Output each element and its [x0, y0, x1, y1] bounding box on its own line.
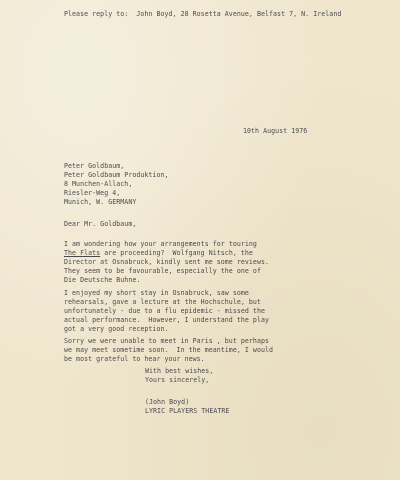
- play-title: The Flats: [64, 248, 101, 257]
- recipient-line: 8 Munchen-Allach,: [64, 179, 133, 188]
- signatory-organization: LYRIC PLAYERS THEATRE: [145, 406, 230, 415]
- body-line: I am wondering how your arrangements for touring: [64, 240, 257, 248]
- body-line: be most grateful to hear your news.: [64, 354, 205, 363]
- paragraph-3: [64, 337, 273, 364]
- recipient-line: Peter Goldbaum,: [64, 162, 125, 170]
- closing-line: Yours sincerely,: [145, 375, 210, 384]
- recipient-line: Riesler-Weg 4,: [64, 188, 121, 197]
- body-line: we may meet sometime soon. In the meantime, I would: [64, 345, 274, 354]
- signature-block: [145, 398, 229, 416]
- body-line: Director at Osnabruck, kindly sent me some reviews.: [64, 257, 270, 266]
- body-line: rehearsals, gave a lecture at the Hochschule, but: [64, 297, 261, 306]
- recipient-line: Peter Goldbaum Produktion,: [64, 170, 169, 179]
- body-line: Sorry we were unable to meet in Paris , but perhaps: [64, 337, 270, 345]
- body-line: They seem to be favourable, especially the one of: [64, 266, 261, 275]
- salutation: Dear Mr. Goldbaum,: [64, 220, 137, 228]
- body-line: [64, 249, 269, 258]
- body-line: actual performance. However, I understand the play: [64, 315, 270, 324]
- body-line: Die Deutsche Buhne.: [64, 275, 141, 284]
- body-line-rest: are proceeding? Wolfgang Nitsch, the: [100, 248, 253, 257]
- recipient-address: [64, 162, 169, 207]
- paragraph-1: [64, 240, 269, 285]
- letter-date: 10th August 1976: [243, 127, 308, 135]
- body-line: I enjoyed my short stay in Osnabruck, saw some: [64, 289, 249, 297]
- recipient-line: Munich, W. GERMANY: [64, 197, 137, 206]
- reply-to-line: Please reply to: John Boyd, 28 Rosetta Avenue, Belfast 7, N. Ireland: [64, 10, 342, 18]
- paragraph-2: [64, 289, 269, 334]
- signatory-name: (John Boyd): [145, 398, 190, 406]
- closing-line: With best wishes,: [145, 367, 214, 375]
- body-line: got a very good reception.: [64, 324, 169, 333]
- closing: [145, 367, 213, 385]
- body-line: unfortunately - due to a flu epidemic - missed the: [64, 306, 265, 315]
